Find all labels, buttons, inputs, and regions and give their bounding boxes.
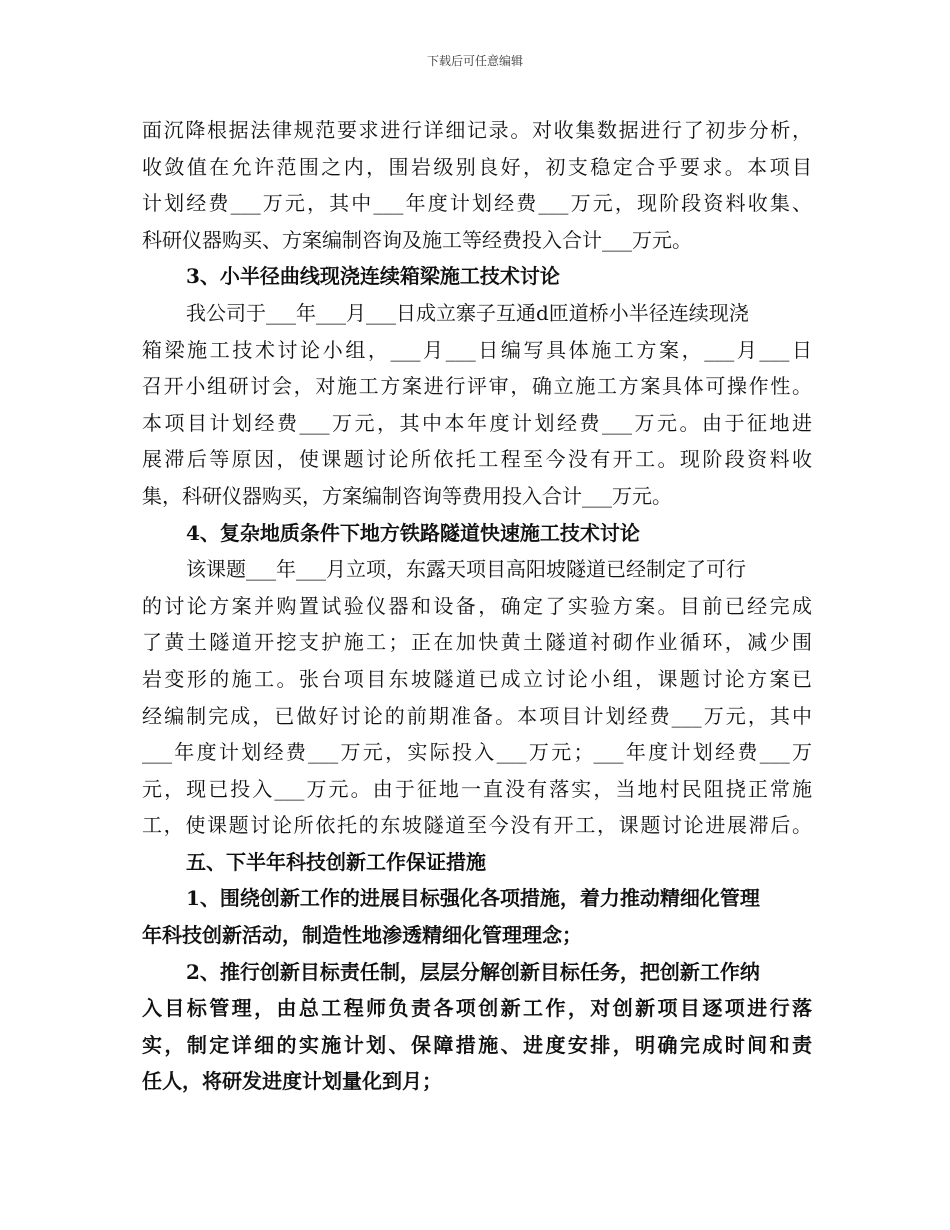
section-heading-5: 五、下半年科技创新工作保证措施 [186,849,486,874]
paragraph-line: 计划经费___万元，其中___年度计划经费___万元，现阶段资料收集、 [142,191,812,216]
section-heading-3: 3、小半径曲线现浇连续箱梁施工技术讨论 [186,264,560,289]
paragraph-line: 本项目计划经费___万元，其中本年度计划经费___万元。由于征地进 [142,410,812,435]
paragraph-line: 科研仪器购买、方案编制咨询及施工等经费投入合计___万元。 [142,227,692,252]
measure-line: 1、围绕创新工作的进展目标强化各项措施，着力推动精细化管理 [186,886,760,911]
paragraph-line: 我公司于___年___月___日成立寨子互通d匝道桥小半径连续现浇 [186,300,749,325]
paragraph-line: 的讨论方案并购置试验仪器和设备，确定了实验方案。目前已经完成 [142,593,812,618]
paragraph-line: 工，使课题讨论所依托的东坡隧道至今没有开工，课题讨论进展滞后。 [142,813,812,838]
section-heading-4: 4、复杂地质条件下地方铁路隧道快速施工技术讨论 [186,520,640,545]
paragraph-line: 该课题___年___月立项，东露天项目高阳坡隧道已经制定了可行 [186,557,746,582]
paragraph-line: 收敛值在允许范围之内，围岩级别良好，初支稳定合乎要求。本项目 [142,154,812,179]
paragraph-line: 召开小组研讨会，对施工方案进行评审，确立施工方案具体可操作性。 [142,374,812,399]
document-body [142,112,812,1100]
paragraph-line: 箱梁施工技术讨论小组，___月___日编写具体施工方案，___月___日 [142,337,812,362]
paragraph-line: ___年度计划经费___万元，实际投入___万元；___年度计划经费___万 [142,740,812,765]
paragraph-line: 岩变形的施工。张台项目东坡隧道已成立讨论小组，课题讨论方案已 [142,666,812,691]
paragraph-line: 元，现已投入___万元。由于征地一直没有落实，当地村民阻挠正常施 [142,776,812,801]
paragraph-line: 面沉降根据法律规范要求进行详细记录。对收集数据进行了初步分析， [142,118,812,142]
measure-line: 实，制定详细的实施计划、保障措施、进度安排，明确完成时间和责 [142,1032,812,1057]
paragraph-line: 经编制完成，已做好讨论的前期准备。本项目计划经费___万元，其中 [142,703,812,728]
measure-line: 任人，将研发进度计划量化到月； [142,1069,442,1094]
page-header-note: 下载后可任意编辑 [426,54,523,68]
paragraph-line: 了黄土隧道开挖支护施工；正在加快黄土隧道衬砌作业循环，减少围 [142,630,812,655]
measure-line: 入目标管理，由总工程师负责各项创新工作，对创新项目逐项进行落 [142,996,812,1021]
measure-line: 2、推行创新目标责任制，层层分解创新目标任务，把创新工作纳 [186,959,760,984]
paragraph-line: 展滞后等原因，使课题讨论所依托工程至今没有开工。现阶段资料收 [142,447,812,472]
measure-line: 年科技创新活动，制造性地渗透精细化管理理念； [142,923,582,948]
paragraph-line: 集，科研仪器购买，方案编制咨询等费用投入合计___万元。 [142,483,672,508]
